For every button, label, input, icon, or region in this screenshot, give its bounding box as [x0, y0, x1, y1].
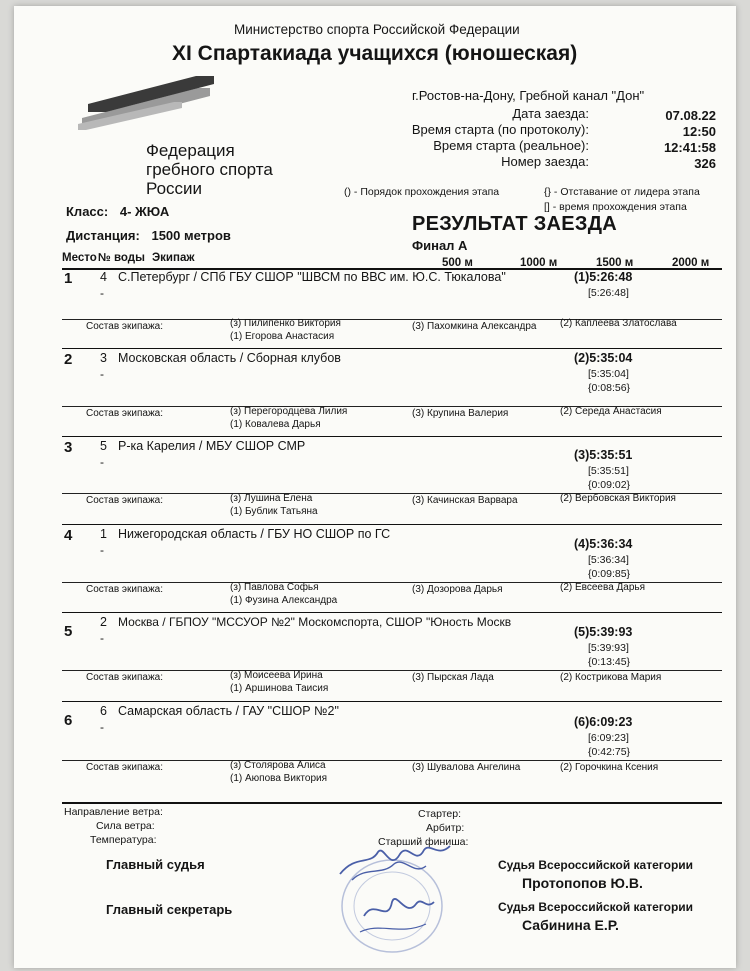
starter-label: Стартер:: [418, 808, 462, 820]
crew-label: Состав экипажа:: [86, 495, 163, 506]
athlete-3: (3) Крупина Валерия: [412, 408, 509, 419]
crew-label: Состав экипажа:: [86, 672, 163, 683]
race-date-label: Дата заезда:: [512, 106, 589, 121]
legend-order: () - Порядок прохождения этапа: [344, 186, 500, 198]
boat-class: [66, 204, 169, 219]
athlete-2: (2) Евсеева Дарья: [560, 582, 646, 593]
federation-line-1: Федерация: [146, 141, 235, 160]
class-label: Класс:: [66, 204, 109, 219]
athlete-1: (1) Бублик Татьяна: [230, 506, 318, 517]
col-crew: Экипаж: [152, 252, 195, 264]
athlete-3: (3) Дозорова Дарья: [412, 584, 503, 595]
entry-place: 1: [64, 270, 73, 287]
result-entry: [62, 525, 722, 612]
athlete-2: (2) Кострикова Мария: [560, 672, 662, 683]
entry-crew: Самарская область / ГАУ "СШОР №2": [118, 704, 339, 718]
start-time-real-value: 12:41:58: [663, 140, 716, 155]
col-2000m: 2000 м: [672, 257, 710, 269]
entry-split: [5:35:04]: [588, 368, 629, 380]
judge-category-1: Судья Всероссийской категории: [498, 858, 694, 872]
race-info-labels: [394, 106, 589, 170]
entry-time: (5)5:39:93: [574, 625, 633, 639]
entry-dash: -: [100, 631, 104, 645]
footer-divider: [62, 802, 722, 804]
entry-time: (1)5:26:48: [574, 270, 633, 284]
entry-time: (3)5:35:51: [574, 448, 633, 462]
legend-gap: {} - Отставание от лидера этапа: [544, 186, 700, 198]
col-place: Место: [62, 252, 97, 264]
athlete-3: (3) Шувалова Ангелина: [412, 762, 521, 773]
final-label: Финал А: [412, 238, 468, 253]
judge-name-1: Протопопов Ю.В.: [522, 875, 643, 891]
crew-label: Состав экипажа:: [86, 584, 163, 595]
athlete-1: (1) Аршинова Таисия: [230, 683, 329, 694]
crew-label: Состав экипажа:: [86, 762, 163, 773]
entry-time: (2)5:35:04: [574, 351, 633, 365]
result-title: РЕЗУЛЬТАТ ЗАЕЗДА: [412, 213, 618, 235]
athlete-1: (1) Фузина Александра: [230, 595, 338, 606]
entry-split: [5:26:48]: [588, 287, 629, 299]
start-time-protocol-label: Время старта (по протоколу):: [411, 122, 589, 137]
judge-name-2: Сабинина Е.Р.: [522, 917, 619, 933]
entry-dash: -: [100, 286, 104, 300]
entry-crew: Московская область / Сборная клубов: [118, 351, 341, 365]
race-number-value: 326: [694, 156, 716, 171]
athlete-2: (2) Горочкина Ксения: [560, 762, 659, 773]
result-entry: [62, 437, 722, 524]
entry-place: 6: [64, 712, 73, 729]
federation-line-2: гребного спорта: [146, 160, 273, 179]
entry-crew: Москва / ГБПОУ "МССУОР №2" Москомспорта, СШОР "Юность Москв: [118, 615, 512, 629]
athlete-3: (3) Пырская Лада: [412, 672, 494, 683]
athlete-1: (1) Егорова Анастасия: [230, 331, 335, 342]
entry-dash: -: [100, 367, 104, 381]
entry-gap: {0:09:02}: [588, 479, 631, 491]
class-value: 4- ЖЮА: [119, 204, 170, 219]
entry-gap: {0:13:45}: [588, 656, 631, 668]
result-entry: [62, 613, 722, 701]
entry-lane: 6: [100, 704, 107, 718]
official-stamp: [330, 836, 460, 961]
athlete-3: (3) Пахомкина Александра: [412, 321, 537, 332]
athlete-2: (2) Вербовская Виктория: [560, 493, 676, 504]
result-entry: [62, 349, 722, 436]
wind-force-label: Сила ветра:: [96, 820, 155, 832]
race-info-values: [624, 108, 716, 172]
athlete-1: (1) Ковалева Дарья: [230, 419, 321, 430]
entry-split: [5:39:93]: [588, 642, 629, 654]
entry-lane: 2: [100, 615, 107, 629]
result-entry: [62, 702, 722, 786]
entry-place: 3: [64, 439, 73, 456]
chief-secretary-label: Главный секретарь: [106, 902, 233, 917]
crew-divider: [62, 670, 722, 671]
col-lane: № воды: [98, 252, 145, 264]
entry-place: 2: [64, 351, 73, 368]
event-title: XI Спартакиада учащихся (юношеская): [172, 42, 578, 65]
federation-name: [146, 141, 273, 198]
temperature-label: Температура:: [90, 834, 157, 846]
start-time-real-label: Время старта (реальное):: [433, 138, 589, 153]
athlete-cox: (з) Столярова Алиса: [230, 760, 326, 771]
entry-gap: {0:42:75}: [588, 746, 631, 758]
athlete-3: (3) Качинская Варвара: [412, 495, 518, 506]
athlete-2: (2) Каплеева Златослава: [560, 318, 677, 329]
ministry-line: Министерство спорта Российской Федерации: [234, 22, 520, 37]
distance-label: Дистанция:: [66, 228, 140, 243]
athlete-cox: (з) Перегородцева Лилия: [230, 406, 348, 417]
race-date-value: 07.08.22: [665, 108, 716, 123]
entry-split: [6:09:23]: [588, 732, 629, 744]
wind-direction-label: Направление ветра:: [64, 806, 163, 818]
col-500m: 500 м: [442, 257, 473, 269]
entry-crew: С.Петербург / СПб ГБУ СШОР "ШВСМ по ВВС им. Ю.С. Тюкалова": [118, 270, 506, 284]
federation-line-3: России: [146, 179, 203, 198]
entry-lane: 5: [100, 439, 107, 453]
entry-dash: -: [100, 720, 104, 734]
entry-time: (4)5:36:34: [574, 537, 633, 551]
result-entry: [62, 268, 722, 348]
judge-category-2: Судья Всероссийской категории: [498, 900, 694, 914]
col-1500m: 1500 м: [596, 257, 634, 269]
federation-logo: [78, 74, 218, 134]
athlete-2: (2) Середа Анастасия: [560, 406, 662, 417]
entry-lane: 1: [100, 527, 107, 541]
entry-crew: Нижегородская область / ГБУ НО СШОР по ГС: [118, 527, 391, 541]
entry-time: (6)6:09:23: [574, 715, 633, 729]
crew-label: Состав экипажа:: [86, 408, 163, 419]
entry-split: [5:35:51]: [588, 465, 629, 477]
venue: г.Ростов-на-Дону, Гребной канал "Дон": [412, 88, 645, 103]
entry-gap: {0:08:56}: [588, 382, 631, 394]
results-header: [62, 252, 722, 268]
crew-divider: [62, 760, 722, 761]
arbiter-label: Арбитр:: [426, 822, 465, 834]
entry-gap: {0:09:85}: [588, 568, 631, 580]
start-time-protocol-value: 12:50: [682, 124, 716, 139]
entry-place: 5: [64, 623, 73, 640]
entry-crew: Р-ка Карелия / МБУ СШОР СМР: [118, 439, 306, 453]
athlete-cox: (з) Моисеева Ирина: [230, 670, 323, 681]
entry-dash: -: [100, 543, 104, 557]
race-number-label: Номер заезда:: [501, 154, 589, 169]
crew-label: Состав экипажа:: [86, 321, 163, 332]
chief-judge-label: Главный судья: [106, 857, 205, 872]
athlete-cox: (з) Павлова Софья: [230, 582, 319, 593]
athlete-cox: (з) Лушина Елена: [230, 493, 313, 504]
athlete-1: (1) Аюпова Виктория: [230, 773, 328, 784]
entry-lane: 4: [100, 270, 107, 284]
entry-lane: 3: [100, 351, 107, 365]
distance-value: 1500 метров: [151, 228, 231, 243]
distance: [66, 228, 231, 243]
col-1000m: 1000 м: [520, 257, 558, 269]
legend-split: [] - время прохождения этапа: [544, 201, 687, 213]
entry-place: 4: [64, 527, 73, 544]
finish-judge-label: Старший финиша:: [378, 836, 469, 848]
entry-split: [5:36:34]: [588, 554, 629, 566]
entry-dash: -: [100, 455, 104, 469]
athlete-cox: (з) Пилипенко Виктория: [230, 318, 341, 329]
protocol-page: [14, 6, 736, 968]
